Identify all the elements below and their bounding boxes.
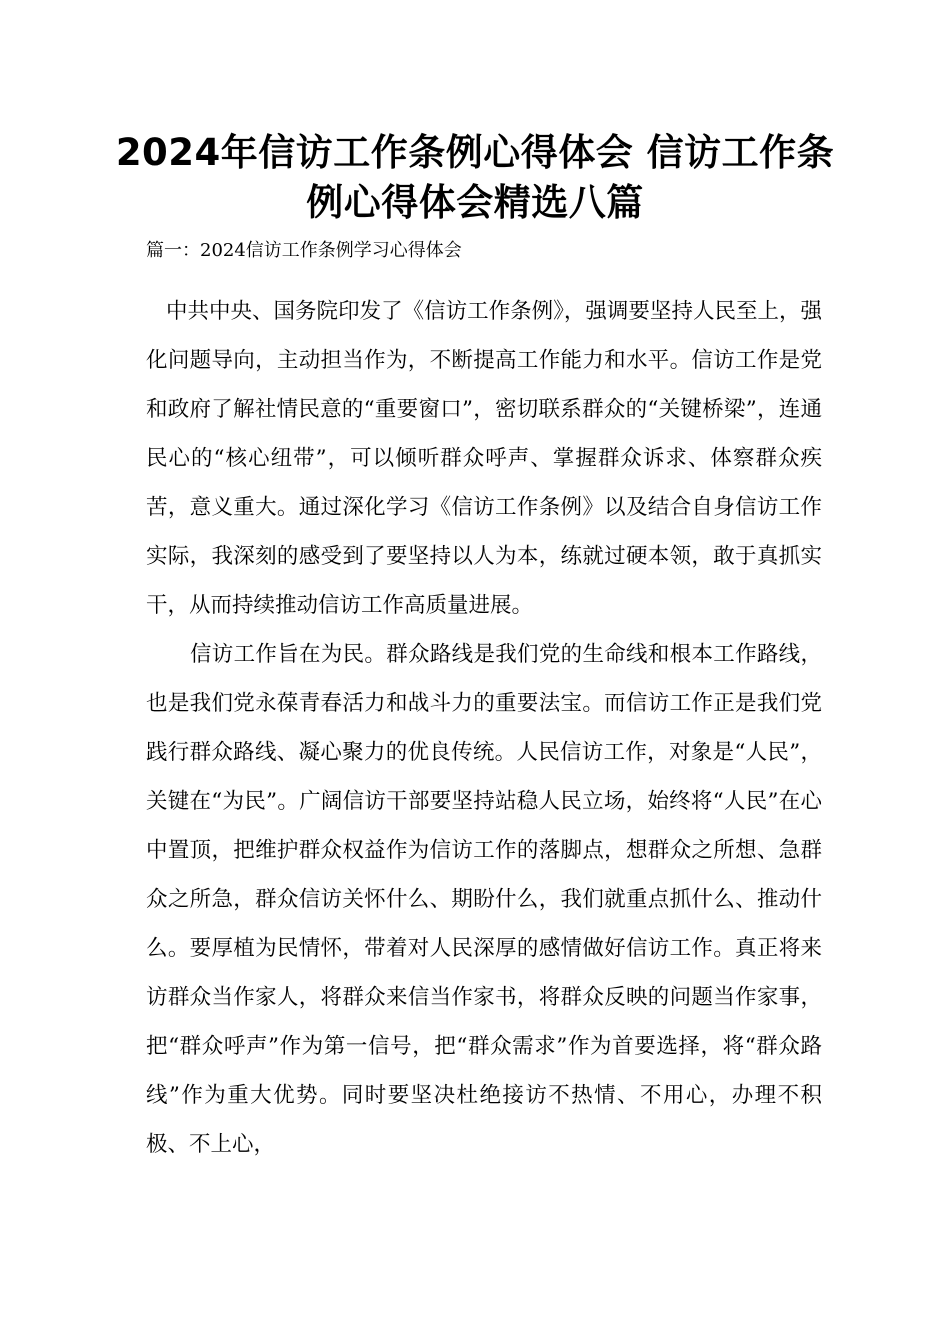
paragraph-1: 中共中央、国务院印发了《信访工作条例》，强调要坚持人民至上，强化问题导向，主动担当作为，不断提高工作能力和水平。信访工作是党和政府了解社情民意的“重要窗口”，密切联系群众的“关键桥梁”，连通民心的“核心纽带”，可以倾听群众呼声、掌握群众诉求、体察群众疾苦，意义重大。通过深化学习《信访工作条例》以及结合自身信访工作实际，我深刻的感受到了要坚持以人为本，练就过硬本领，敢于真抓实干，从而持续推动信访工作高质量进展。 (146, 299, 822, 618)
paragraph-2: 信访工作旨在为民。群众路线是我们党的生命线和根本工作路线，也是我们党永葆青春活力和战斗力的重要法宝。而信访工作正是我们党践行群众路线、凝心聚力的优良传统。人民信访工作，对象是“人民”，关键在“为民”。广阔信访干部要坚持站稳人民立场，始终将“人民”在心中置顶，把维护群众权益作为信访工作的落脚点，想群众之所想、急群众之所急，群众信访关怀什么、期盼什么，我们就重点抓什么、推动什么。要厚植为民情怀，带着对人民深厚的感情做好信访工作。真正将来访群众当作家人，将群众来信当作家书，将群众反映的问题当作家事，把“群众呼声”作为第一信号，把“群众需求”作为首要选择，将“群众路线”作为重大优势。同时要坚决杜绝接访不热情、不用心，办理不积极、不上心， (146, 642, 822, 1157)
document-body (146, 287, 822, 1169)
section-heading: 篇一：2024信访工作条例学习心得体会 (146, 240, 462, 261)
document-title: 2024年信访工作条例心得体会 信访工作条例心得体会精选八篇 (115, 131, 835, 224)
